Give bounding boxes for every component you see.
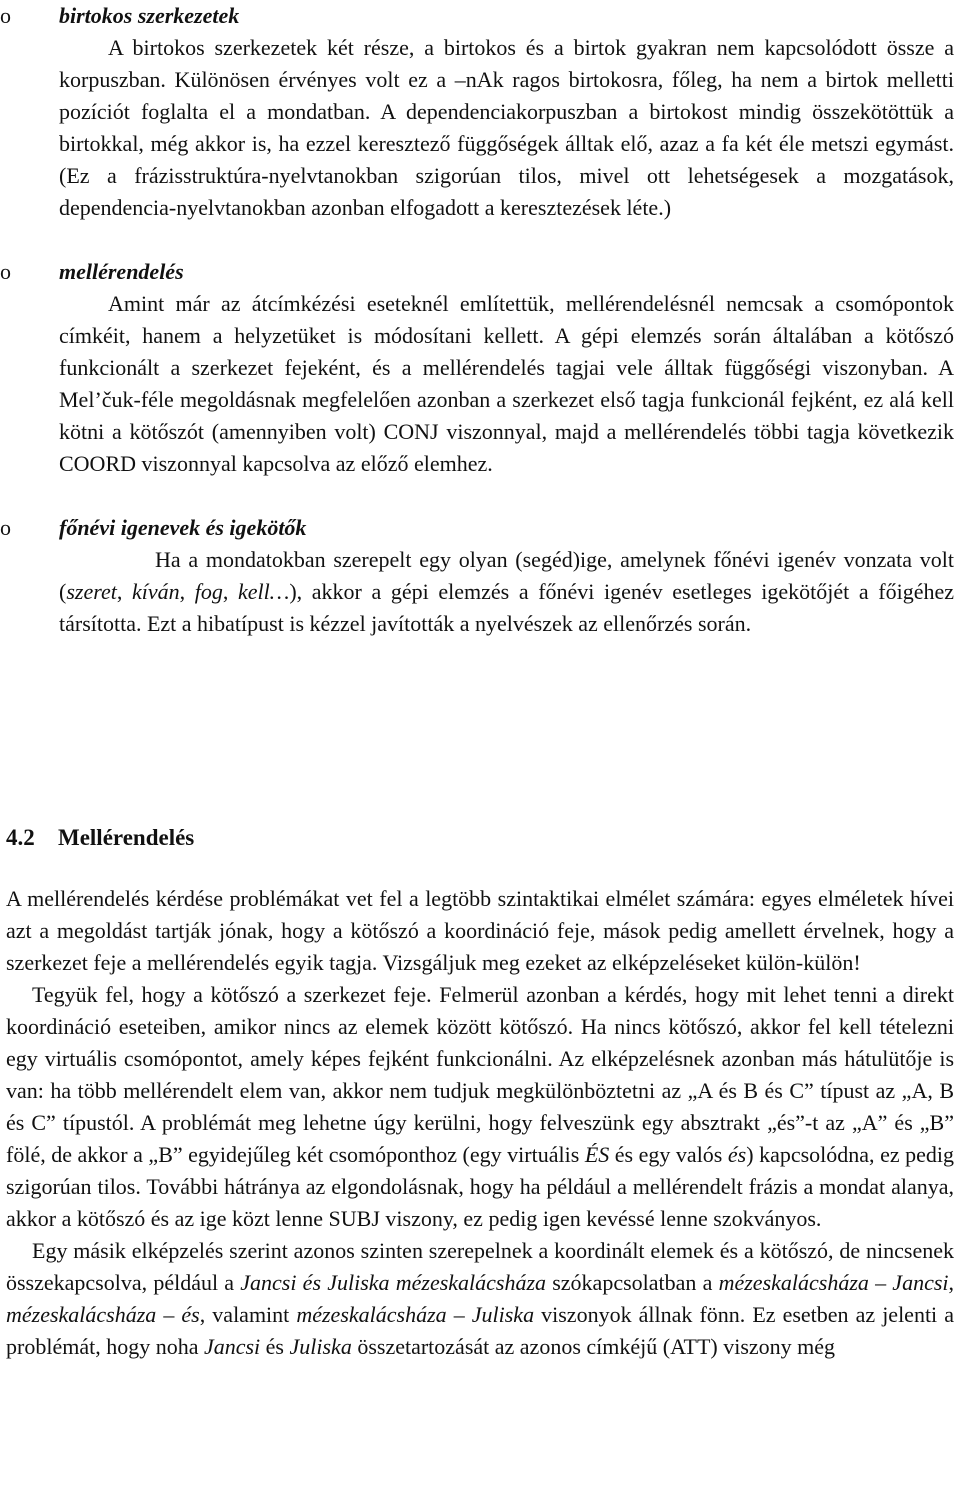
paragraph	[6, 979, 954, 1235]
bullet-marker: o	[0, 515, 11, 540]
italic-term: fog	[194, 579, 223, 604]
bullet-marker: o	[0, 259, 11, 284]
text-run: ), akkor a gépi elemzés a főnévi igenév esetleges igekötőjét a főigéhez társította. Ezt a hibatípust is kézzel javították a nyelvészek az ellenőrzés során.	[59, 579, 955, 636]
italic-term: mézeskalácsháza – Juliska	[296, 1302, 535, 1327]
text-run: Ha a mondatokban szerepelt egy olyan (segéd)ige, amelynek főnévi igenév vonzata volt (	[59, 547, 954, 604]
text-run: viszonyok állnak fönn. Ez esetben az jelenti a problémát, hogy noha	[6, 1302, 954, 1359]
list-item-fonevi-igenevek	[0, 512, 955, 640]
list-item-body: A birtokos szerkezetek két része, a birtokos és a birtok gyakran nem kapcsolódott össze a korpuszban. Különösen érvényes volt ez a –nAk ragos birtokosra, főleg, ha nem a birtok melletti pozíciót foglalta el a mondatban. A dependenciakorpuszban a birtokost mindig összekötöttük a birtokkal, még akkor is, ha ezzel keresztező függőségek álltak elő, azaz a fa két éle metszi egymást. (Ez a frázisstruktúra-nyelvtanokban szigorúan tilos, mivel ott lehetségesek a mozgatások, dependencia-nyelvtanokban azonban elfogadott a keresztezések léte.)	[59, 35, 954, 220]
italic-term: Jancsi	[203, 1334, 261, 1359]
list-item-mellerendeles	[0, 256, 954, 480]
italic-term: kell…	[238, 579, 290, 604]
italic-term: Juliska	[289, 1334, 352, 1359]
text-run: szókapcsolatban a	[546, 1270, 719, 1295]
list-item-body: Amint már az átcímkézési eseteknél említettük, mellérendelésnél nemcsak a csomópontok címkéit, hanem a helyzetüket is módosítani kellett. A gépi elemzés során általában a kötőszó funkcionált a szerkezet fejeként, és a mellérendelés tagjai vele álltak függőségi viszonyban. A Mel’čuk-féle megoldásnak megfelelően azonban a szerkezet első tagja funkcionál fejként, ez alá kell kötni a kötőszót (amennyiben volt) CONJ viszonnyal, majd a mellérendelés többi tagja következik COORD viszonnyal kapcsolva az előző elemhez.	[59, 291, 954, 476]
text-run: , valamint	[199, 1302, 297, 1327]
text-run: ,	[179, 579, 195, 604]
text-run: ,	[948, 1270, 955, 1295]
list-item-title: főnévi igenevek és igekötők	[59, 515, 307, 540]
section-number: 4.2	[6, 825, 35, 850]
italic-term: ÉS	[584, 1142, 610, 1167]
italic-term: mézeskalácsháza – és	[6, 1302, 200, 1327]
section-title: Mellérendelés	[58, 825, 195, 850]
paragraph	[6, 1235, 954, 1363]
list-item-title: birtokos szerkezetek	[59, 3, 240, 28]
text-run: ,	[116, 579, 132, 604]
text-run: ) kapcsolódna, ez pedig szigorúan tilos. További hátránya az elgondolásnak, hogy ha például a mellérendelt frázis a mondat alanya, akkor a kötőszó és az ige közt lenne SUBJ viszony, ez pedig igen kevéssé lenne szokványos.	[6, 1142, 955, 1231]
text-run: összetartozását az azonos címkéjű (ATT) viszony még	[351, 1334, 836, 1359]
text-run: és egy valós	[609, 1142, 728, 1167]
list-item-title: mellérendelés	[59, 259, 184, 284]
section-heading	[6, 822, 194, 854]
text-run: Tegyük fel, hogy a kötőszó a szerkezet feje. Felmerül azonban a kérdés, hogy mit lehet tenni a direkt koordináció eseteiben, amikor nincs az elemek között kötőszó. Ha nincs kötőszó, akkor fel kell tételezni egy virtuális csomópontot, amely képes fejként funkcionálni. Az elképzelésnek azonban más hátulütője is van: ha több mellérendelt elem van, akkor nem tudjuk megkülönböztetni az „A és B és C” típust az „A, B és C” típustól. A problémát meg lehetne úgy kerülni, hogy felveszünk egy absztrakt „és”-t az „A” és „B” fölé, de akkor a „B” egyidejűleg két csomóponthoz (egy virtuális	[6, 982, 954, 1167]
text-run: Egy másik elképzelés szerint azonos szinten szerepelnek a koordinált elemek és a kötőszó, de nincsenek összekapcsolva, például a	[6, 1238, 954, 1295]
text-run: ,	[222, 579, 238, 604]
section-body	[6, 883, 954, 1363]
italic-term: mézeskalácsháza – Jancsi	[718, 1270, 949, 1295]
paragraph: A mellérendelés kérdése problémákat vet fel a legtöbb szintaktikai elmélet számára: egyes elméletek hívei azt a megoldást tartják jónak, hogy a kötőszó a koordináció feje, mások pedig amellett érvelnek, hogy a szerkezet feje a mellérendelés egyik tagja. Vizsgáljuk meg ezeket az elképzeléseket külön-külön!	[6, 886, 954, 975]
italic-term: Jancsi és Juliska mézeskalácsháza	[240, 1270, 547, 1295]
list-item-body	[59, 544, 954, 640]
bullet-marker: o	[0, 3, 11, 28]
list-item-birtokos	[0, 0, 954, 224]
italic-term: és	[727, 1142, 747, 1167]
italic-term: kíván	[131, 579, 180, 604]
italic-term: szeret	[66, 579, 117, 604]
text-run: és	[260, 1334, 290, 1359]
